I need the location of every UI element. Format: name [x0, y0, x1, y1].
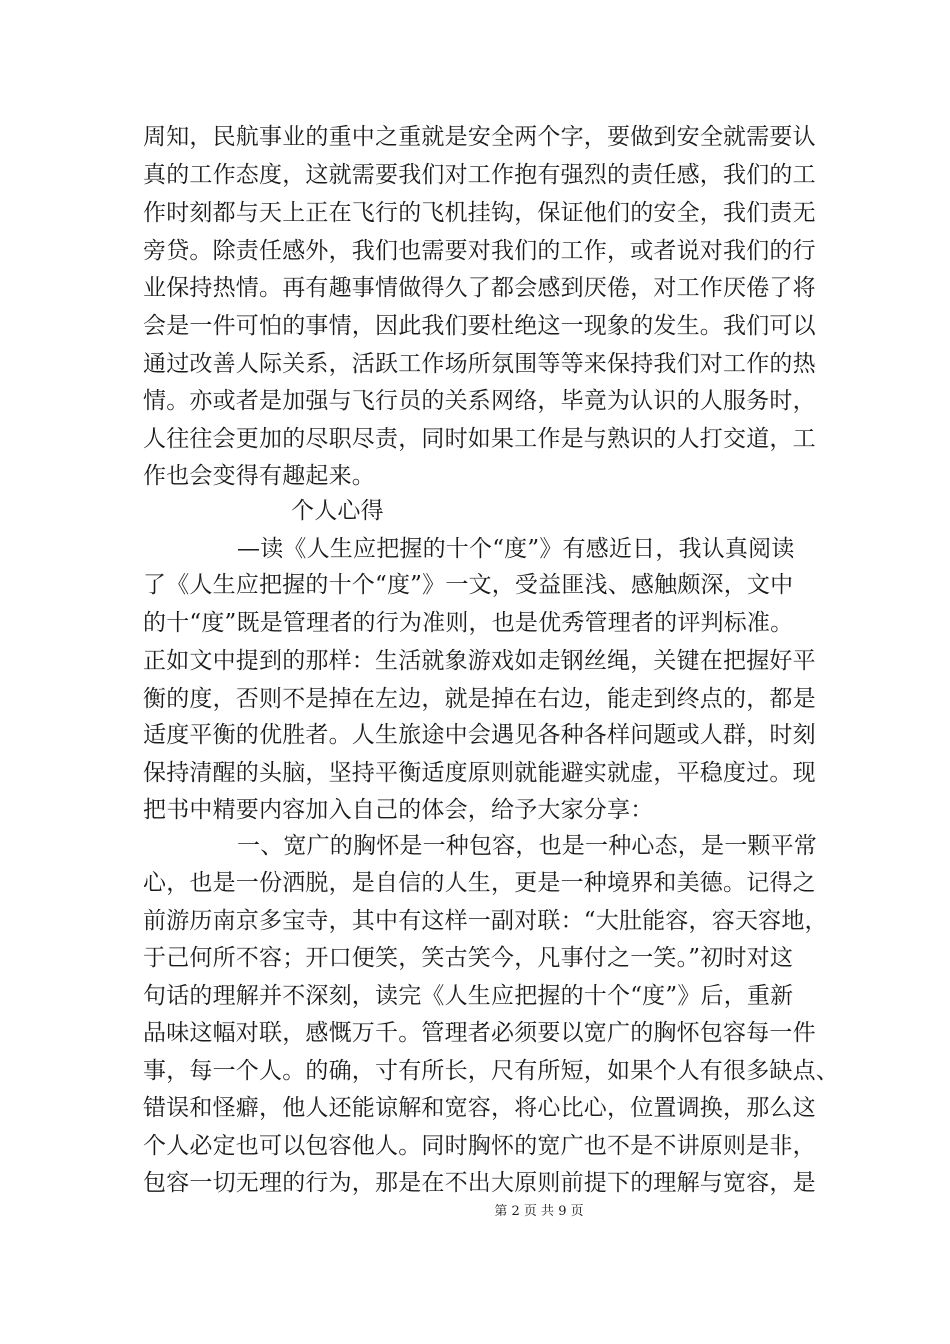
- text-line: 人往往会更加的尽职尽责，同时如果工作是与熟识的人打交道，工: [143, 426, 816, 452]
- text-line: 旁贷。除责任感外，我们也需要对我们的工作，或者说对我们的行: [143, 238, 816, 264]
- text-line: 事，每一个人。的确，寸有所长，尺有所短，如果个人有很多缺点、: [143, 1058, 839, 1084]
- text-line: 会是一件可怕的事情，因此我们要杜绝这一现象的发生。我们可以: [143, 313, 816, 339]
- text-line: 真的工作态度，这就需要我们对工作抱有强烈的责任感，我们的工: [143, 162, 816, 188]
- text-line: 作也会变得有趣起来。: [143, 463, 375, 489]
- text-line: 了《人生应把握的十个“度”》一文，受益匪浅、感触颇深，文中: [143, 572, 794, 598]
- text-line: 正如文中提到的那样：生活就象游戏如走钢丝绳，关键在把握好平: [143, 648, 816, 674]
- text-line: 于己何所不容；开口便笑，笑古笑今，凡事付之一笑。”初时对这: [143, 945, 794, 971]
- text-line: 的十“度”既是管理者的行为准则，也是优秀管理者的评判标准。: [143, 610, 794, 636]
- text-line: 适度平衡的优胜者。人生旅途中会遇见各种各样问题或人群，时刻: [143, 722, 816, 748]
- section-heading: 个人心得: [291, 498, 384, 524]
- text-line: 个人必定也可以包容他人。同时胸怀的宽广也不是不讲原则是非，: [143, 1133, 816, 1159]
- text-line: 把书中精要内容加入自己的体会，给予大家分享：: [143, 797, 654, 823]
- text-line: 衡的度，否则不是掉在左边，就是掉在右边，能走到终点的，都是: [143, 686, 816, 712]
- text-line: 品味这幅对联，感慨万千。管理者必须要以宽广的胸怀包容每一件: [143, 1020, 816, 1046]
- page-number-footer: 第 2 页 共 9 页: [494, 1204, 584, 1219]
- text-line: —读《人生应把握的十个“度”》有感近日，我认真阅读: [237, 536, 795, 562]
- text-line: 周知，民航事业的重中之重就是安全两个字，要做到安全就需要认: [143, 124, 816, 150]
- text-line: 情。亦或者是加强与飞行员的关系网络，毕竟为认识的人服务时，: [143, 388, 816, 414]
- text-line: 包容一切无理的行为，那是在不出大原则前提下的理解与宽容，是: [143, 1170, 816, 1196]
- text-line: 心，也是一份洒脱，是自信的人生，更是一种境界和美德。记得之: [143, 870, 816, 896]
- text-line: 业保持热情。再有趣事情做得久了都会感到厌倦，对工作厌倦了将: [143, 275, 816, 301]
- text-line: 前游历南京多宝寺，其中有这样一副对联：“大肚能容，容天容地，: [143, 908, 828, 934]
- text-line: 句话的理解并不深刻，读完《人生应把握的十个“度”》后，重新: [143, 983, 794, 1009]
- text-line: 错误和怪癖，他人还能谅解和宽容，将心比心，位置调换，那么这: [143, 1095, 816, 1121]
- text-line: 通过改善人际关系，活跃工作场所氛围等等来保持我们对工作的热: [143, 351, 816, 377]
- text-line: 一、宽广的胸怀是一种包容，也是一种心态，是一颗平常: [237, 833, 817, 859]
- text-line: 作时刻都与天上正在飞行的飞机挂钩，保证他们的安全，我们责无: [143, 200, 816, 226]
- text-line: 保持清醒的头脑，坚持平衡适度原则就能避实就虚，平稳度过。现: [143, 760, 816, 786]
